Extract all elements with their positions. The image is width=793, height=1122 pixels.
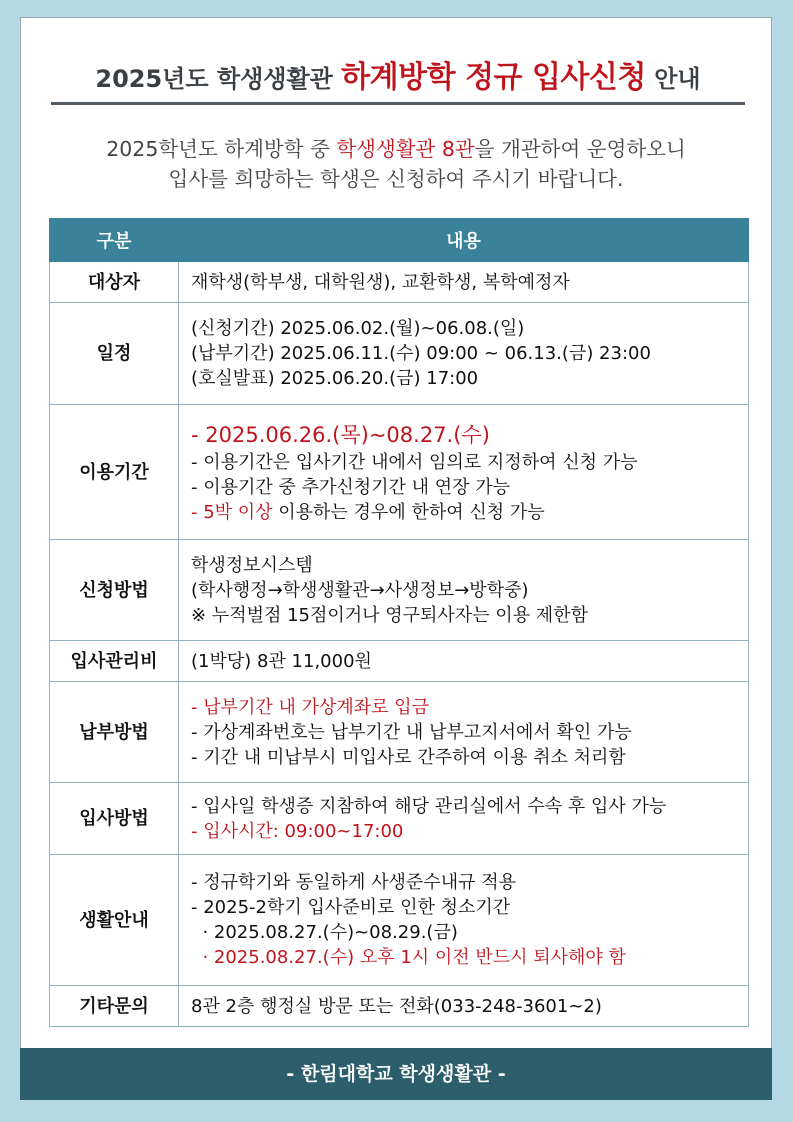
table-row	[50, 405, 749, 540]
row-content	[179, 540, 749, 641]
content-line: 재학생(학부생, 대학원생), 교환학생, 복학예정자	[191, 271, 570, 293]
content-line: (1박당) 8관 11,000원	[191, 650, 372, 672]
row-content	[179, 783, 749, 855]
header-content: 내용	[179, 219, 749, 262]
content-line: - 입사일 학생증 지참하여 해당 관리실에서 수속 후 입사 가능	[191, 795, 667, 817]
row-label: 생활안내	[50, 855, 179, 986]
table-row	[50, 262, 749, 303]
content-line: (호실발표) 2025.06.20.(금) 17:00	[191, 368, 479, 389]
row-label: 납부방법	[50, 682, 179, 783]
table-row	[50, 682, 749, 783]
content-line-highlight: - 2025.06.26.(목)~08.27.(수)	[191, 422, 490, 447]
row-content	[179, 303, 749, 405]
content-line: 8관 2층 행정실 방문 또는 전화(033-248-3601~2)	[191, 995, 602, 1017]
page-title	[51, 56, 745, 105]
table-row	[50, 641, 749, 682]
intro-line-1-post: 을 개관하여 운영하오니	[474, 137, 686, 161]
content-line-rest: 이용하는 경우에 한하여 신청 가능	[272, 501, 545, 523]
content-line	[191, 500, 748, 525]
row-label: 이용기간	[50, 405, 179, 540]
row-label: 기타문의	[50, 986, 179, 1027]
content-line: (신청기간) 2025.06.02.(월)~06.08.(일)	[191, 318, 525, 339]
row-content	[179, 405, 749, 540]
intro-line-2: 입사를 희망하는 학생은 신청하여 주시기 바랍니다.	[168, 167, 624, 191]
content-line: (납부기간) 2025.06.11.(수) 09:00 ~ 06.13.(금) 23:00	[191, 343, 651, 364]
row-content	[179, 986, 749, 1027]
row-label: 대상자	[50, 262, 179, 303]
table-row	[50, 986, 749, 1027]
table-header-row	[50, 219, 749, 262]
content-line: 학생정보시스템	[191, 554, 313, 576]
footer-banner: - 한림대학교 학생생활관 -	[20, 1048, 772, 1100]
header-category: 구분	[50, 219, 179, 262]
row-content	[179, 641, 749, 682]
content-line: - 기간 내 미납부시 미입사로 간주하여 이용 취소 처리함	[191, 746, 626, 768]
row-label: 입사관리비	[50, 641, 179, 682]
content-line: - 2025-2학기 입사준비로 인한 청소기간	[191, 897, 511, 918]
row-content	[179, 262, 749, 303]
row-label: 신청방법	[50, 540, 179, 641]
intro-text	[31, 134, 761, 194]
content-line: - 가상계좌번호는 납부기간 내 납부고지서에서 확인 가능	[191, 721, 632, 743]
info-table	[49, 218, 749, 1027]
table-row	[50, 303, 749, 405]
content-line-highlight: - 5박 이상	[191, 501, 273, 523]
content-line: - 이용기간은 입사기간 내에서 임의로 지정하여 신청 가능	[191, 451, 638, 473]
table-row	[50, 855, 749, 986]
row-content	[179, 682, 749, 783]
content-line: - 이용기간 중 추가신청기간 내 연장 가능	[191, 476, 511, 498]
content-line-highlight: · 2025.08.27.(수) 오후 1시 이전 반드시 퇴사해야 함	[191, 947, 626, 968]
intro-line-1-highlight: 학생생활관 8관	[336, 137, 475, 161]
content-line: · 2025.08.27.(수)~08.29.(금)	[191, 922, 458, 943]
content-line-highlight: - 납부기간 내 가상계좌로 입금	[191, 696, 430, 718]
content-line-highlight: - 입사시간: 09:00~17:00	[191, 820, 404, 842]
content-line: - 정규학기와 동일하게 사생준수내규 적용	[191, 872, 516, 893]
table-row	[50, 783, 749, 855]
content-line: ※ 누적벌점 15점이거나 영구퇴사자는 이용 제한함	[191, 604, 588, 626]
row-label: 입사방법	[50, 783, 179, 855]
table-row	[50, 540, 749, 641]
intro-line-1-pre: 2025학년도 하계방학 중	[106, 137, 337, 161]
notice-page	[20, 17, 772, 1100]
intro-line-1	[31, 134, 761, 164]
row-label: 일정	[50, 303, 179, 405]
row-content	[179, 855, 749, 986]
title-highlight: 하계방학 정규 입사신청	[341, 60, 646, 95]
content-line: (학사행정→학생생활관→사생정보→방학중)	[191, 579, 529, 601]
title-prefix: 2025년도 학생생활관	[95, 65, 342, 93]
title-suffix: 안내	[645, 65, 701, 93]
